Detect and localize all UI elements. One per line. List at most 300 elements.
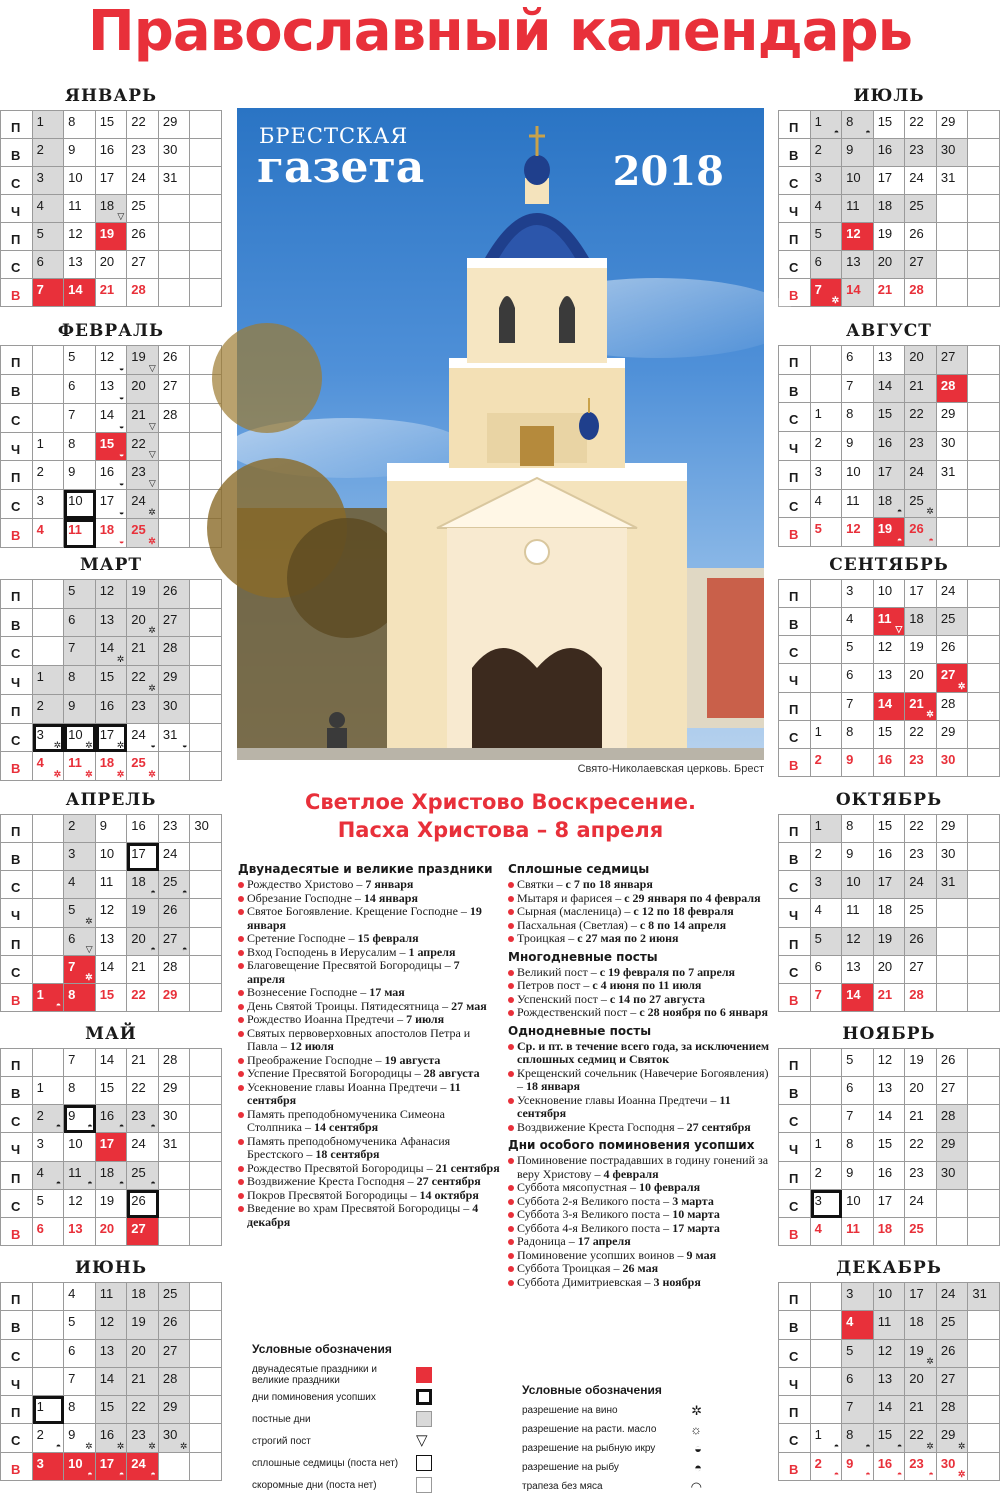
day-cell-empty (33, 637, 65, 666)
day-number: 23 (131, 464, 146, 480)
day-cell (905, 843, 937, 871)
day-cell (127, 1368, 159, 1396)
day-number: 11 (68, 198, 82, 213)
weekday-label: П (779, 815, 811, 843)
weekday-label: В (1, 375, 33, 404)
day-cell (811, 251, 843, 279)
day-cell-empty (811, 1396, 843, 1424)
day-number: 2 (36, 1108, 44, 1124)
feasts-item (238, 1067, 500, 1081)
day-cell (874, 956, 906, 984)
day-cell-empty (811, 664, 843, 692)
day-cell (937, 580, 969, 608)
day-cell (127, 984, 159, 1012)
weekday-label: П (779, 1283, 811, 1311)
day-number: 23 (909, 1455, 924, 1471)
day-cell (874, 139, 906, 167)
day-number: 5 (814, 930, 822, 946)
day-cell-empty (190, 139, 222, 167)
day-cell (937, 1077, 969, 1105)
day-number: 5 (814, 226, 822, 241)
item-date: 14 октября (419, 1187, 479, 1202)
day-cell-empty (811, 693, 843, 721)
day-cell-empty (937, 956, 969, 984)
day-mark-icon: ✲ (148, 1440, 156, 1451)
day-number: 27 (909, 958, 924, 974)
day-cell (159, 984, 191, 1012)
legend-label: разрешение на расти. масло (522, 1424, 657, 1435)
day-number: 20 (131, 377, 146, 393)
oneday-item (508, 1067, 770, 1094)
day-mark-icon: ◓ (928, 1468, 934, 1479)
day-number: 20 (909, 349, 924, 364)
day-number: 28 (940, 377, 956, 393)
day-cell (127, 195, 159, 223)
day-cell (33, 279, 65, 307)
day-mark-icon: ◓ (833, 127, 840, 137)
day-cell (64, 1218, 96, 1246)
day-number: 23 (131, 1427, 146, 1443)
day-cell-empty (968, 956, 1000, 984)
legend-row (522, 1439, 702, 1458)
day-cell (96, 580, 128, 609)
day-cell-empty (33, 1340, 65, 1368)
day-cell-empty (811, 608, 843, 636)
day-number: 17 (877, 1192, 893, 1208)
day-cell (96, 1453, 128, 1481)
day-cell (64, 167, 96, 195)
day-number: 11 (99, 874, 114, 890)
feasts-item (238, 1027, 500, 1054)
item-name: Святое Богоявление. Крещение Господне – (247, 904, 470, 918)
day-cell (127, 223, 159, 251)
day-number: 22 (909, 818, 924, 833)
day-cell (842, 1283, 874, 1311)
day-cell-empty (968, 1162, 1000, 1190)
day-cell-empty (159, 195, 191, 223)
day-mark-icon: ✲ (179, 1440, 188, 1451)
day-cell-empty (159, 1162, 191, 1190)
day-cell (64, 580, 96, 609)
day-number: 3 (846, 583, 854, 598)
legend-symbol-icon: ◠ (690, 1478, 702, 1494)
day-number: 29 (162, 986, 178, 1002)
day-mark-icon: ▽ (117, 211, 125, 221)
day-cell (64, 752, 96, 781)
day-cell-empty (159, 490, 191, 519)
day-number: 30 (940, 1164, 956, 1180)
legend-swatch-holy (416, 1367, 432, 1383)
day-cell-empty (33, 404, 65, 433)
day-cell-empty (968, 432, 1000, 461)
day-cell (96, 871, 128, 899)
day-cell (905, 956, 937, 984)
weekday-label: В (1, 519, 33, 548)
day-number: 30 (940, 846, 956, 862)
item-name: Усекновение главы Иоанна Предтечи – (517, 1092, 720, 1107)
item-name: Рождество Христово – (247, 877, 366, 891)
day-number: 21 (131, 1052, 146, 1067)
weeks-title: Сплошные седмицы (508, 862, 650, 876)
day-cell (33, 1424, 65, 1452)
day-number: 20 (909, 1370, 924, 1386)
day-cell (905, 693, 937, 721)
remembrance-item (508, 1208, 770, 1222)
day-cell (127, 1340, 159, 1368)
day-number: 28 (162, 1370, 178, 1386)
day-number: 19 (99, 226, 115, 241)
day-cell-empty (190, 461, 222, 490)
day-number: 29 (940, 723, 956, 739)
weekday-label: С (779, 1340, 811, 1368)
item-date: 4 февраля (603, 1166, 659, 1181)
day-cell (874, 432, 906, 461)
feasts-item (238, 1189, 500, 1203)
item-date: с 4 июня по 11 июля (592, 978, 702, 992)
day-number: 8 (846, 1427, 854, 1443)
day-number: 17 (877, 170, 893, 185)
day-cell-empty (937, 1218, 969, 1246)
day-number: 28 (162, 640, 178, 656)
day-number: 19 (909, 1342, 924, 1358)
day-cell (127, 139, 159, 167)
month-grid (0, 579, 222, 781)
legend-swatch-plain (416, 1477, 432, 1493)
day-number: 12 (877, 639, 893, 655)
month-title: АВГУСТ (846, 321, 932, 341)
day-mark-icon: ✲ (148, 768, 156, 779)
day-mark-icon: ◓ (118, 1468, 125, 1479)
day-number: 12 (99, 349, 115, 364)
item-date: 19 января (247, 904, 482, 932)
day-number: 2 (814, 142, 822, 157)
day-cell-empty (33, 1368, 65, 1396)
item-date: 27 сентября (686, 1119, 751, 1134)
month-title: МАЙ (85, 1024, 137, 1044)
day-cell (874, 223, 906, 251)
day-cell (96, 724, 128, 753)
day-cell (842, 693, 874, 721)
day-cell (937, 432, 969, 461)
month-title: ФЕВРАЛЬ (57, 321, 165, 341)
item-name: Радоница – (517, 1234, 578, 1248)
day-number: 5 (68, 1314, 76, 1330)
item-name: Память преподобномученика Афанасия Брестского – (247, 1133, 451, 1161)
legend-symbols (522, 1383, 702, 1496)
day-number: 20 (909, 1080, 924, 1096)
day-cell-empty (968, 843, 1000, 871)
newspaper-brand-line1: БРЕСТСКАЯ (259, 124, 409, 148)
day-number: 1 (814, 723, 822, 739)
day-cell (842, 721, 874, 749)
day-cell-empty (159, 461, 191, 490)
day-cell (96, 752, 128, 781)
day-number: 22 (909, 723, 924, 739)
day-number: 29 (162, 1080, 178, 1096)
day-cell-empty (190, 843, 222, 871)
day-number: 11 (877, 1314, 892, 1330)
day-cell (159, 167, 191, 195)
day-number: 15 (877, 406, 893, 422)
day-cell (937, 461, 969, 490)
day-number: 25 (131, 522, 146, 538)
day-cell (159, 111, 191, 139)
item-date: 7 июля (406, 1012, 445, 1026)
day-number: 15 (99, 669, 115, 685)
weeks-item (508, 905, 770, 919)
day-cell (159, 815, 191, 843)
item-date: 18 января (526, 1079, 581, 1093)
day-mark-icon: ✲ (957, 1468, 966, 1479)
day-cell (64, 1424, 96, 1452)
day-cell-empty (968, 1218, 1000, 1246)
day-number: 14 (846, 986, 861, 1002)
feasts-list (238, 878, 500, 1229)
weekday-label: В (779, 1311, 811, 1339)
day-cell-empty (190, 695, 222, 724)
day-cell-empty (190, 1049, 222, 1077)
day-mark-icon: ◓ (55, 1177, 62, 1188)
weeks-item (508, 919, 770, 933)
day-cell (127, 111, 159, 139)
day-cell (842, 375, 874, 404)
day-mark-icon: ✲ (53, 768, 62, 779)
day-cell (96, 519, 128, 548)
day-number: 31 (162, 1136, 178, 1152)
weekday-label: С (1, 167, 33, 195)
item-name: Суббота 3-я Великого поста – (517, 1207, 673, 1221)
day-number: 14 (99, 958, 115, 974)
day-number: 18 (99, 198, 115, 213)
day-number: 6 (36, 254, 44, 269)
weekday-label: П (1, 815, 33, 843)
day-number: 1 (36, 435, 44, 451)
day-number: 9 (68, 697, 76, 713)
day-mark-icon: ◓ (150, 887, 156, 898)
day-cell (874, 1340, 906, 1368)
day-cell (874, 636, 906, 664)
day-cell (842, 432, 874, 461)
day-cell (811, 843, 843, 871)
month-1 (0, 82, 222, 307)
weekday-label: П (779, 928, 811, 956)
day-cell (64, 1311, 96, 1339)
day-number: 8 (68, 114, 76, 129)
day-cell (842, 871, 874, 899)
day-cell (127, 1218, 159, 1246)
day-number: 17 (99, 1455, 115, 1471)
day-cell (905, 1311, 937, 1339)
day-number: 22 (131, 114, 146, 129)
day-number: 8 (68, 1399, 76, 1415)
day-cell (96, 1133, 128, 1161)
day-cell-empty (190, 1453, 222, 1481)
day-number: 10 (877, 1286, 893, 1301)
day-number: 20 (131, 930, 146, 946)
day-cell (842, 279, 874, 307)
day-number: 21 (877, 282, 893, 297)
item-name: Пасхальная (Светлая) – (517, 917, 640, 932)
day-number: 1 (36, 1399, 44, 1415)
day-cell (937, 664, 969, 692)
day-number: 23 (909, 142, 924, 157)
day-number: 25 (940, 1314, 956, 1330)
day-cell (96, 167, 128, 195)
day-cell (937, 636, 969, 664)
day-mark-icon: ◓ (55, 1440, 62, 1451)
day-number: 14 (99, 406, 115, 422)
day-number: 6 (814, 958, 822, 974)
day-cell-empty (937, 984, 969, 1012)
day-cell (905, 1133, 937, 1161)
day-cell-empty (937, 251, 969, 279)
day-cell (811, 518, 843, 547)
day-number: 25 (909, 198, 924, 213)
day-mark-icon: ◓ (118, 1177, 125, 1188)
day-number: 16 (99, 464, 115, 480)
day-cell (905, 139, 937, 167)
day-number: 17 (99, 493, 115, 509)
day-cell (874, 1049, 906, 1077)
day-number: 25 (131, 1164, 146, 1180)
item-name: Рождество Пресвятой Богородицы – (247, 1160, 436, 1175)
day-number: 7 (68, 1052, 76, 1067)
day-number: 21 (909, 1108, 924, 1124)
day-number: 6 (68, 930, 76, 946)
day-number: 12 (877, 1342, 893, 1358)
day-number: 14 (877, 695, 893, 711)
day-cell (842, 580, 874, 608)
day-number: 6 (846, 667, 854, 683)
day-number: 12 (846, 226, 861, 241)
day-cell (127, 637, 159, 666)
day-number: 31 (162, 726, 178, 742)
day-number: 26 (131, 1192, 146, 1208)
item-date: Ср. и пт. в течение всего года, за исключением сплошных седмиц и Святок (517, 1038, 770, 1066)
day-cell (96, 666, 128, 695)
day-mark-icon: ✲ (926, 506, 934, 517)
day-number: 5 (68, 583, 76, 598)
day-cell (842, 490, 874, 519)
item-date: 27 мая (451, 998, 487, 1013)
legend-label: постные дни (252, 1413, 311, 1425)
day-cell (874, 1283, 906, 1311)
weekday-label: Ч (779, 432, 811, 461)
day-cell (937, 871, 969, 899)
item-date: с 12 по 18 февраля (633, 904, 734, 918)
day-number: 20 (131, 611, 146, 627)
day-number: 28 (940, 1108, 956, 1124)
day-number: 30 (940, 751, 956, 767)
feasts-item (238, 946, 500, 960)
day-number: 4 (814, 1220, 822, 1236)
day-number: 3 (36, 1455, 44, 1471)
day-number: 22 (131, 435, 146, 451)
day-number: 4 (68, 874, 76, 890)
weekday-label: С (779, 871, 811, 899)
day-cell (127, 167, 159, 195)
day-number: 15 (99, 1080, 115, 1096)
day-mark-icon: ◒ (118, 535, 125, 546)
legend-colors-title: Условные обозначения (252, 1342, 392, 1356)
remembrance-item (508, 1262, 770, 1276)
day-cell (127, 404, 159, 433)
legend-row (252, 1386, 432, 1408)
day-number: 16 (877, 435, 893, 451)
day-cell (811, 984, 843, 1012)
day-cell (96, 815, 128, 843)
day-number: 11 (846, 492, 860, 508)
newspaper-brand-line2: газета (257, 142, 425, 193)
day-cell (842, 843, 874, 871)
day-cell-empty (33, 1283, 65, 1311)
day-number: 18 (99, 1164, 115, 1180)
day-cell (842, 1368, 874, 1396)
day-cell (842, 1396, 874, 1424)
day-cell (159, 1424, 191, 1452)
item-date: 28 августа (423, 1066, 480, 1080)
day-number: 28 (940, 695, 956, 711)
day-number: 29 (940, 1136, 956, 1152)
day-mark-icon: ✲ (116, 654, 125, 665)
weekday-label: В (779, 279, 811, 307)
month-grid (778, 814, 1000, 1012)
day-cell-empty (968, 693, 1000, 721)
day-cell (905, 167, 937, 195)
day-cell (937, 749, 969, 777)
day-cell (842, 956, 874, 984)
legend-label: строгий пост (252, 1435, 311, 1447)
day-number: 28 (162, 1052, 178, 1067)
weekday-label: П (1, 223, 33, 251)
day-cell (874, 490, 906, 519)
day-number: 6 (68, 611, 76, 627)
day-cell-empty (937, 899, 969, 927)
day-cell (127, 609, 159, 638)
day-cell (127, 1077, 159, 1105)
day-cell (874, 693, 906, 721)
day-cell (127, 1453, 159, 1481)
day-mark-icon: ◓ (181, 887, 188, 898)
feasts-item (238, 1000, 500, 1014)
item-name: Троицкая – (517, 931, 578, 945)
day-cell-empty (190, 1368, 222, 1396)
day-number: 24 (131, 170, 146, 185)
day-cell (842, 1190, 874, 1218)
day-cell (842, 167, 874, 195)
weekday-label: С (1, 251, 33, 279)
day-cell (811, 167, 843, 195)
weekday-label: С (1, 404, 33, 433)
month-title: ЯНВАРЬ (64, 86, 158, 106)
day-cell (159, 871, 191, 899)
day-number: 10 (846, 170, 861, 185)
weekday-label: В (779, 1218, 811, 1246)
day-cell (905, 490, 937, 519)
day-number: 1 (36, 114, 44, 129)
day-mark-icon: ◓ (865, 1440, 871, 1451)
day-cell (811, 111, 843, 139)
day-number: 27 (162, 377, 178, 393)
day-cell (64, 899, 96, 927)
month-12 (778, 1254, 1000, 1481)
day-number: 19 (131, 349, 146, 364)
day-cell (905, 251, 937, 279)
day-number: 19 (877, 930, 893, 946)
day-number: 29 (940, 406, 956, 422)
weekday-label: В (779, 518, 811, 547)
day-cell (64, 1162, 96, 1190)
